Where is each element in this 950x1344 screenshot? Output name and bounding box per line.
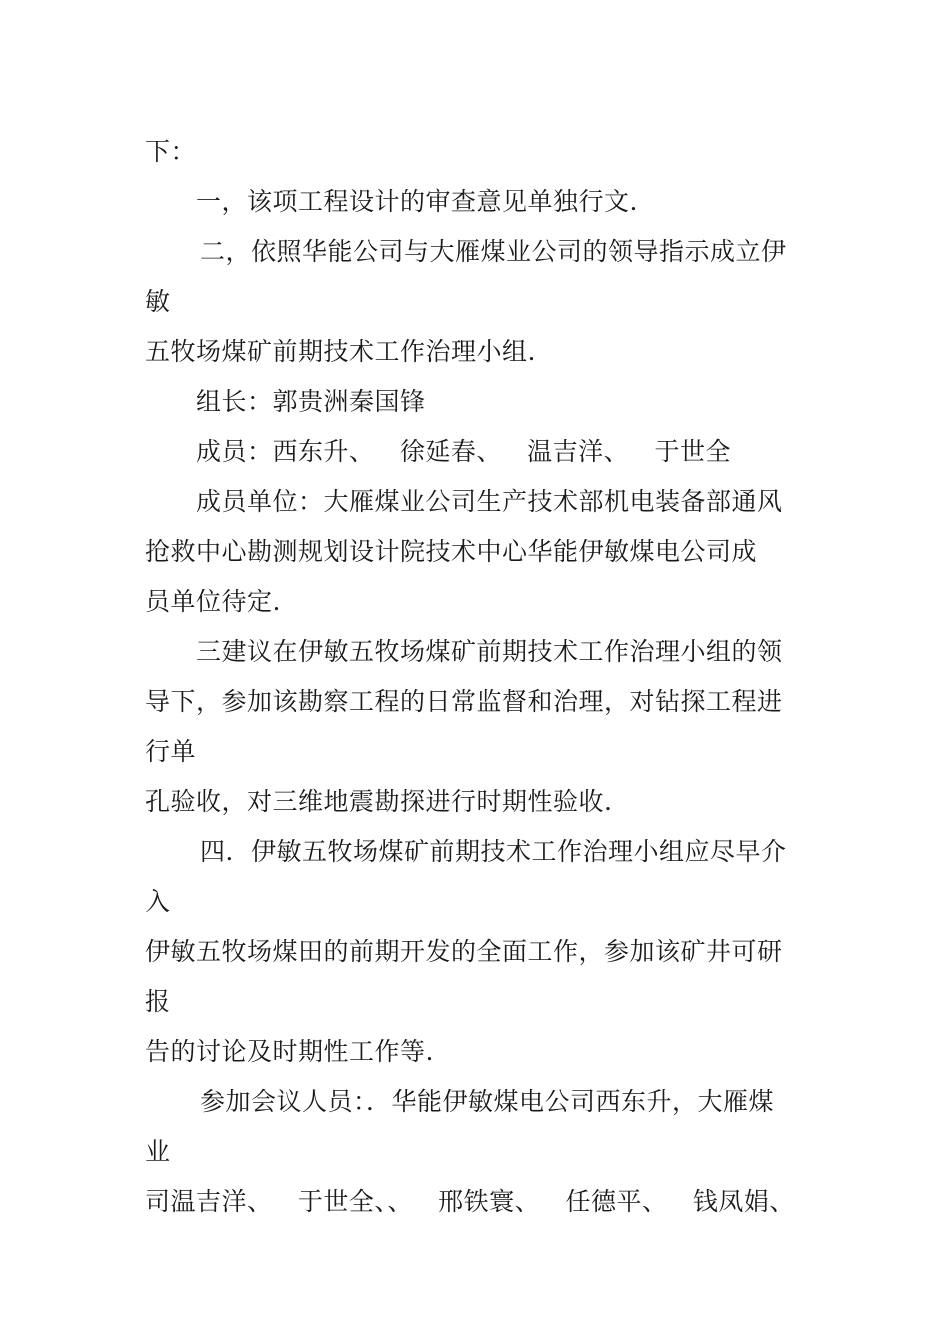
text-line: 抢救中心勘测规划设计院技术中心华能伊敏煤电公司成 [145, 537, 758, 566]
text-line: 伊敏五牧场煤田的前期开发的全面工作，参加该矿井可研 [145, 937, 783, 966]
text-line: 入 [145, 887, 171, 916]
text-line: 五牧场煤矿前期技术工作治理小组. [145, 337, 536, 366]
text-line: 报 [145, 987, 171, 1016]
text-line: 员单位待定. [145, 587, 281, 616]
text-line: 三建议在伊敏五牧场煤矿前期技术工作治理小组的领 [196, 637, 783, 666]
text-line: 一，该项工程设计的审查意见单独行文. [196, 187, 638, 216]
text-line: 成员单位：大雁煤业公司生产技术部机电装备部通风 [196, 487, 783, 516]
text-line: 敏 [145, 287, 171, 316]
text-line: 行单 [145, 737, 197, 766]
text-line: 司温吉洋、 于世全、、 邢铁寰、 任德平、 钱凤娟、 [145, 1187, 795, 1216]
text-line: 业 [145, 1137, 171, 1166]
text-line: 组长：郭贵洲秦国锋 [196, 387, 426, 416]
text-line: 导下，参加该勘察工程的日常监督和治理，对钻探工程进 [145, 687, 783, 716]
text-line: 孔验收，对三维地震勘探进行时期性验收. [145, 787, 613, 816]
text-line: 成员：西东升、 徐延春、 温吉洋、 于世全 [196, 437, 732, 466]
text-line: 告的讨论及时期性工作等. [145, 1037, 434, 1066]
text-line: 参加会议人员：．华能伊敏煤电公司西东升，大雁煤 [200, 1087, 775, 1116]
text-line: 四．伊敏五牧场煤矿前期技术工作治理小组应尽早介 [200, 837, 787, 866]
text-line: 二，依照华能公司与大雁煤业公司的领导指示成立伊 [200, 237, 787, 266]
text-line: 下： [145, 137, 197, 166]
